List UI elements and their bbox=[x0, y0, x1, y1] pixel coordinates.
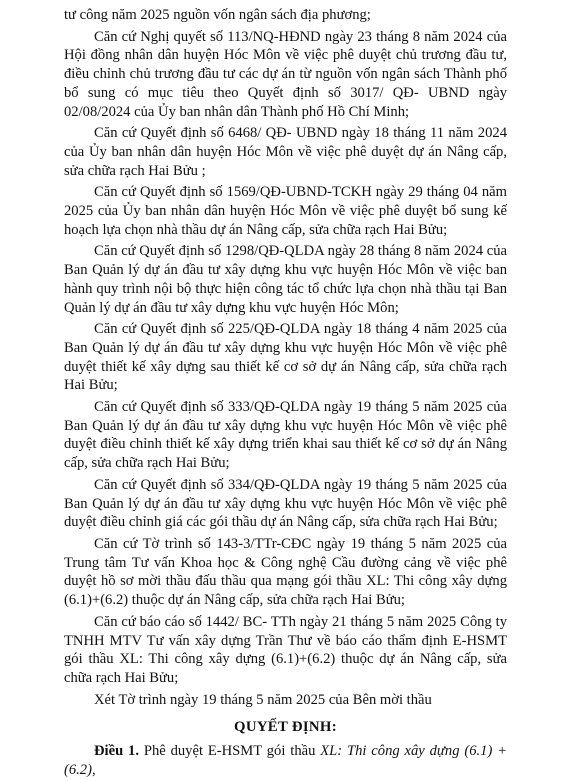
paragraph-continuation: tư công năm 2025 nguồn vốn ngân sách địa phương; bbox=[64, 7, 371, 23]
decision-heading: QUYẾT ĐỊNH: bbox=[234, 719, 337, 736]
paragraph-decision-225: Căn cứ Quyết định số 225/QĐ-QLDA ngày 18 tháng 4 năm 2025 của Ban Quản lý dự án đầu tư xây dựng khu vực huyện Hóc Môn về việc phê duyệt thiết kế xây dựng sau thiết kế cơ sở dự án Nâng cấp, sửa chữa rạch Hai Bửu; bbox=[64, 321, 507, 394]
paragraph-decision-1298: Căn cứ Quyết định số 1298/QĐ-QLDA ngày 28 tháng 8 năm 2024 của Ban Quản lý dự án đầu tư xây dựng khu vực huyện Hóc Môn về việc ban hành quy trình nội bộ thực hiện công tác tổ chức lựa chọn nhà thầu tại Ban Quản lý dự án đầu tư xây dựng khu vực huyện Hóc Môn; bbox=[64, 243, 507, 316]
paragraph-decision-333: Căn cứ Quyết định số 333/QĐ-QLDA ngày 19 tháng 5 năm 2025 của Ban Quản lý dự án đầu tư xây dựng khu vực huyện Hóc Môn về việc phê duyệt điều chỉnh thiết kế xây dựng triển khai sau thiết kế cơ sở dự án Nâng cấp, sửa chữa rạch Hai Bửu; bbox=[64, 399, 507, 472]
article-italic-text: XL: Thi công xây dựng (6.1) + (6.2), bbox=[64, 743, 507, 779]
paragraph-decision-6468: Căn cứ Quyết định số 6468/ QĐ- UBND ngày 18 tháng 11 năm 2024 của Ủy ban nhân dân huyện Hóc Môn về việc phê duyệt dự án Nâng cấp, sửa chữa rạch Hai Bửu ; bbox=[64, 125, 507, 179]
paragraph-considering: Xét Tờ trình ngày 19 tháng 5 năm 2025 của Bên mời thầu bbox=[94, 691, 432, 708]
paragraph-decision-1569: Căn cứ Quyết định số 1569/QĐ-UBND-TCKH ngày 29 tháng 04 năm 2025 của Ủy ban nhân dân huyện Hóc Môn về việc phê duyệt bổ sung kế hoạch lựa chọn nhà thầu dự án Nâng cấp, sửa chữa rạch Hai Bửu; bbox=[64, 184, 507, 238]
article-text: Phê duyệt E-HSMT gói thầu bbox=[138, 743, 321, 760]
paragraph-decision-334: Căn cứ Quyết định số 334/QĐ-QLDA ngày 19 tháng 5 năm 2025 của Ban Quản lý dự án đầu tư xây dựng khu vực huyện Hóc Môn về việc phê duyệt điều chỉnh giá các gói thầu dự án Nâng cấp, sửa chữa rạch Hai Bửu; bbox=[64, 476, 507, 531]
article-label: Điều 1. bbox=[94, 743, 139, 760]
paragraph-resolution-113: Căn cứ Nghị quyết số 113/NQ-HĐND ngày 23 tháng 8 năm 2024 của Hội đồng nhân dân huyện Hóc Môn về việc phê duyệt chủ trương đầu tư, điều chỉnh chủ trương đầu tư các dự án từ nguồn vốn ngân sách Thành phố bổ sung có mục tiêu theo Quyết định số 3017/ QĐ- UBND ngày 02/08/2024 của Ủy ban nhân dân Thành phố Hồ Chí Minh; bbox=[64, 28, 507, 120]
paragraph-report-1442: Căn cứ báo cáo số 1442/ BC- TTh ngày 21 tháng 5 năm 2025 Công ty TNHH MTV Tư vấn xây dựng Trần Thư về báo cáo thẩm định E-HSMT gói thầu XL: Thi công xây dựng (6.1)+(6.2) thuộc dự án Nâng cấp, sửa chữa rạch Hai Bửu; bbox=[64, 613, 507, 686]
article-1 bbox=[64, 742, 507, 779]
paragraph-submission-143: Căn cứ Tờ trình số 143-3/TTr-CĐC ngày 19 tháng 5 năm 2025 của Trung tâm Tư vấn Khoa học & Công nghệ Cầu đường cảng về việc phê duyệt hồ sơ mời thầu đấu thầu qua mạng gói thầu XL: Thi công xây dựng (6.1)+(6.2) thuộc dự án Nâng cấp, sửa chữa rạch Hai Bửu; bbox=[64, 535, 507, 609]
